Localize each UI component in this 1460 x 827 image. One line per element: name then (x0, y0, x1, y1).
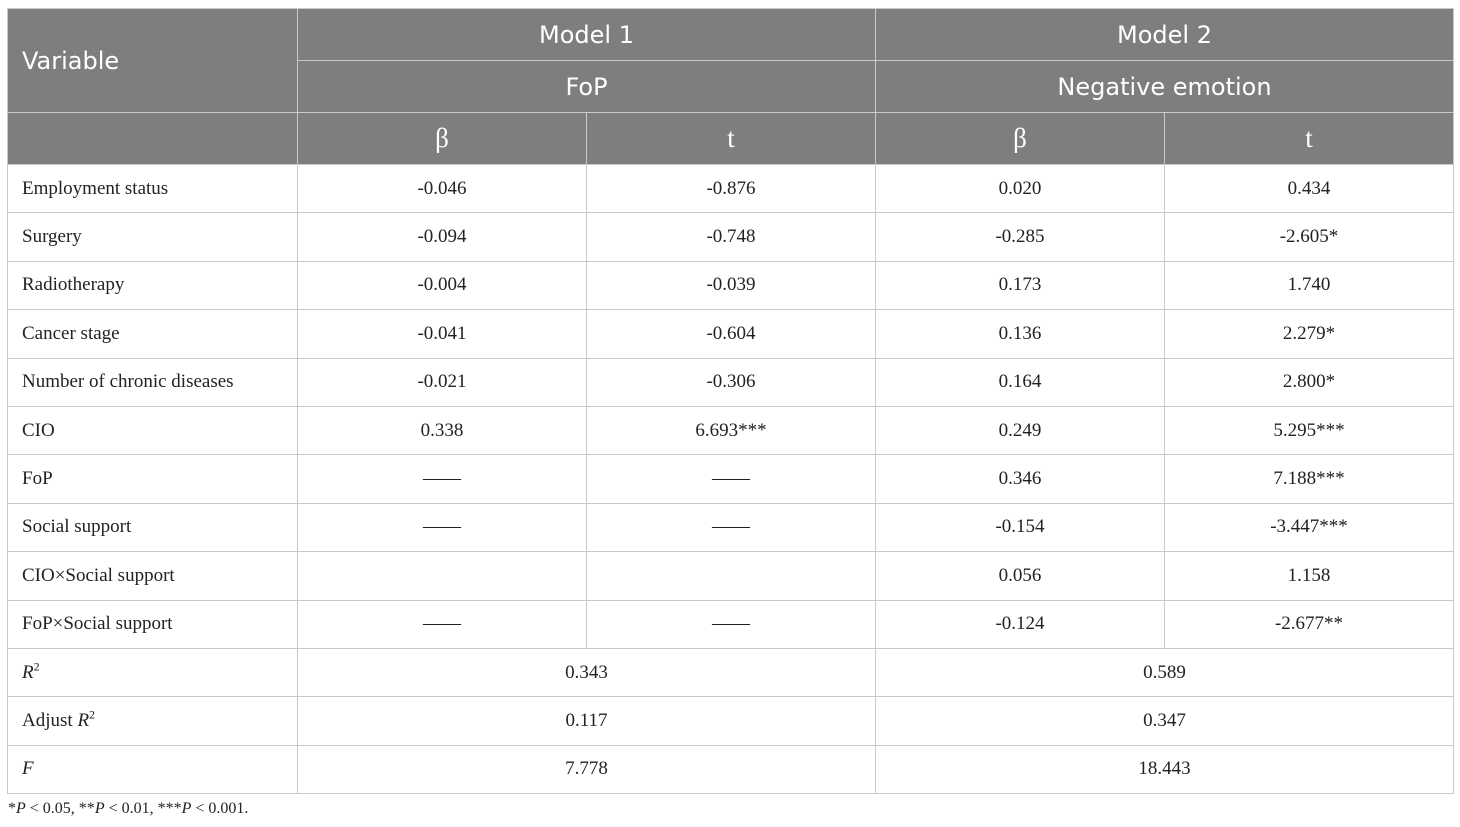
model2-beta-cell: -0.154 (876, 503, 1165, 551)
model1-f-cell: 7.778 (298, 745, 876, 793)
footnote-threshold-3: < 0.001. (191, 800, 249, 817)
model2-header: Model 2 (876, 9, 1454, 61)
model1-t-cell: —— (587, 600, 876, 648)
model2-t-cell: -2.677** (1165, 600, 1454, 648)
footnote-p-symbol: P (181, 800, 192, 817)
model2-t-cell: -2.605* (1165, 213, 1454, 261)
model2-beta-cell: 0.020 (876, 165, 1165, 213)
row-label: Radiotherapy (8, 261, 298, 309)
model2-t-cell: 1.740 (1165, 261, 1454, 309)
model2-t-cell: -3.447*** (1165, 503, 1454, 551)
model1-adjusted-r2-cell: 0.117 (298, 697, 876, 745)
table-row (8, 600, 1454, 648)
model2-beta-cell: -0.124 (876, 600, 1165, 648)
row-label: FoP×Social support (8, 600, 298, 648)
model2-beta-cell: 0.136 (876, 310, 1165, 358)
model2-adjusted-r2-cell: 0.347 (876, 697, 1454, 745)
adjust-prefix: Adjust (22, 709, 78, 731)
r2-symbol: R (22, 661, 34, 683)
blank-header-cell (8, 113, 298, 165)
f-label (8, 745, 298, 793)
row-label: CIO (8, 406, 298, 454)
model1-t-cell: 6.693*** (587, 406, 876, 454)
model1-t-header: t (587, 113, 876, 165)
model1-beta-cell: 0.338 (298, 406, 587, 454)
row-label: FoP (8, 455, 298, 503)
model1-beta-cell: -0.094 (298, 213, 587, 261)
table-row (8, 358, 1454, 406)
model1-t-cell: —— (587, 503, 876, 551)
model1-t-cell: -0.748 (587, 213, 876, 261)
table-header (8, 9, 1454, 165)
model2-t-cell: 0.434 (1165, 165, 1454, 213)
model1-beta-cell: -0.046 (298, 165, 587, 213)
table-row (8, 310, 1454, 358)
footnote-threshold-2: < 0.01, *** (104, 800, 182, 817)
row-label: CIO×Social support (8, 552, 298, 600)
model2-t-cell: 5.295*** (1165, 406, 1454, 454)
model2-t-cell: 2.279* (1165, 310, 1454, 358)
adjusted-r2-label (8, 697, 298, 745)
model2-t-cell: 2.800* (1165, 358, 1454, 406)
significance-footnote (8, 800, 248, 818)
model1-t-cell: -0.876 (587, 165, 876, 213)
variable-header: Variable (8, 9, 298, 113)
footnote-p-symbol: P (16, 800, 26, 817)
model1-t-cell: -0.604 (587, 310, 876, 358)
footnote-star: * (8, 800, 16, 817)
footnote-p-symbol: P (94, 800, 105, 817)
table-row (8, 261, 1454, 309)
table-row (8, 455, 1454, 503)
row-label: Employment status (8, 165, 298, 213)
row-label: Number of chronic diseases (8, 358, 298, 406)
model1-t-cell: -0.306 (587, 358, 876, 406)
model1-beta-cell: -0.021 (298, 358, 587, 406)
stat-row-f (8, 745, 1454, 793)
model1-beta-cell (298, 552, 587, 600)
r2-superscript: 2 (33, 659, 40, 674)
model2-beta-cell: -0.285 (876, 213, 1165, 261)
r2-label (8, 648, 298, 696)
model1-outcome-header: FoP (298, 61, 876, 113)
adjusted-r2-symbol: R (77, 709, 90, 731)
model2-t-cell: 7.188*** (1165, 455, 1454, 503)
stat-row-adjusted-r2 (8, 697, 1454, 745)
model2-t-cell: 1.158 (1165, 552, 1454, 600)
model1-beta-header: β (298, 113, 587, 165)
model2-beta-cell: 0.056 (876, 552, 1165, 600)
adjusted-r2-superscript: 2 (89, 707, 96, 722)
model2-beta-cell: 0.346 (876, 455, 1165, 503)
f-symbol: F (22, 758, 34, 780)
model2-beta-header: β (876, 113, 1165, 165)
model1-beta-cell: -0.041 (298, 310, 587, 358)
row-label: Social support (8, 503, 298, 551)
table-row (8, 552, 1454, 600)
model1-beta-cell: —— (298, 455, 587, 503)
model2-f-cell: 18.443 (876, 745, 1454, 793)
model1-header: Model 1 (298, 9, 876, 61)
table-row (8, 406, 1454, 454)
footnote-threshold-1: < 0.05, ** (25, 800, 95, 817)
model2-beta-cell: 0.164 (876, 358, 1165, 406)
model2-outcome-header: Negative emotion (876, 61, 1454, 113)
model2-beta-cell: 0.249 (876, 406, 1165, 454)
model2-beta-cell: 0.173 (876, 261, 1165, 309)
model2-t-header: t (1165, 113, 1454, 165)
model1-t-cell: —— (587, 455, 876, 503)
table-row (8, 503, 1454, 551)
table-body (8, 165, 1454, 794)
table-row (8, 165, 1454, 213)
row-label: Surgery (8, 213, 298, 261)
model2-r2-cell: 0.589 (876, 648, 1454, 696)
model1-beta-cell: —— (298, 600, 587, 648)
model1-beta-cell: -0.004 (298, 261, 587, 309)
table-row (8, 213, 1454, 261)
model1-r2-cell: 0.343 (298, 648, 876, 696)
row-label: Cancer stage (8, 310, 298, 358)
regression-table (7, 8, 1454, 794)
model1-beta-cell: —— (298, 503, 587, 551)
model1-t-cell: -0.039 (587, 261, 876, 309)
stat-row-r2 (8, 648, 1454, 696)
model1-t-cell (587, 552, 876, 600)
